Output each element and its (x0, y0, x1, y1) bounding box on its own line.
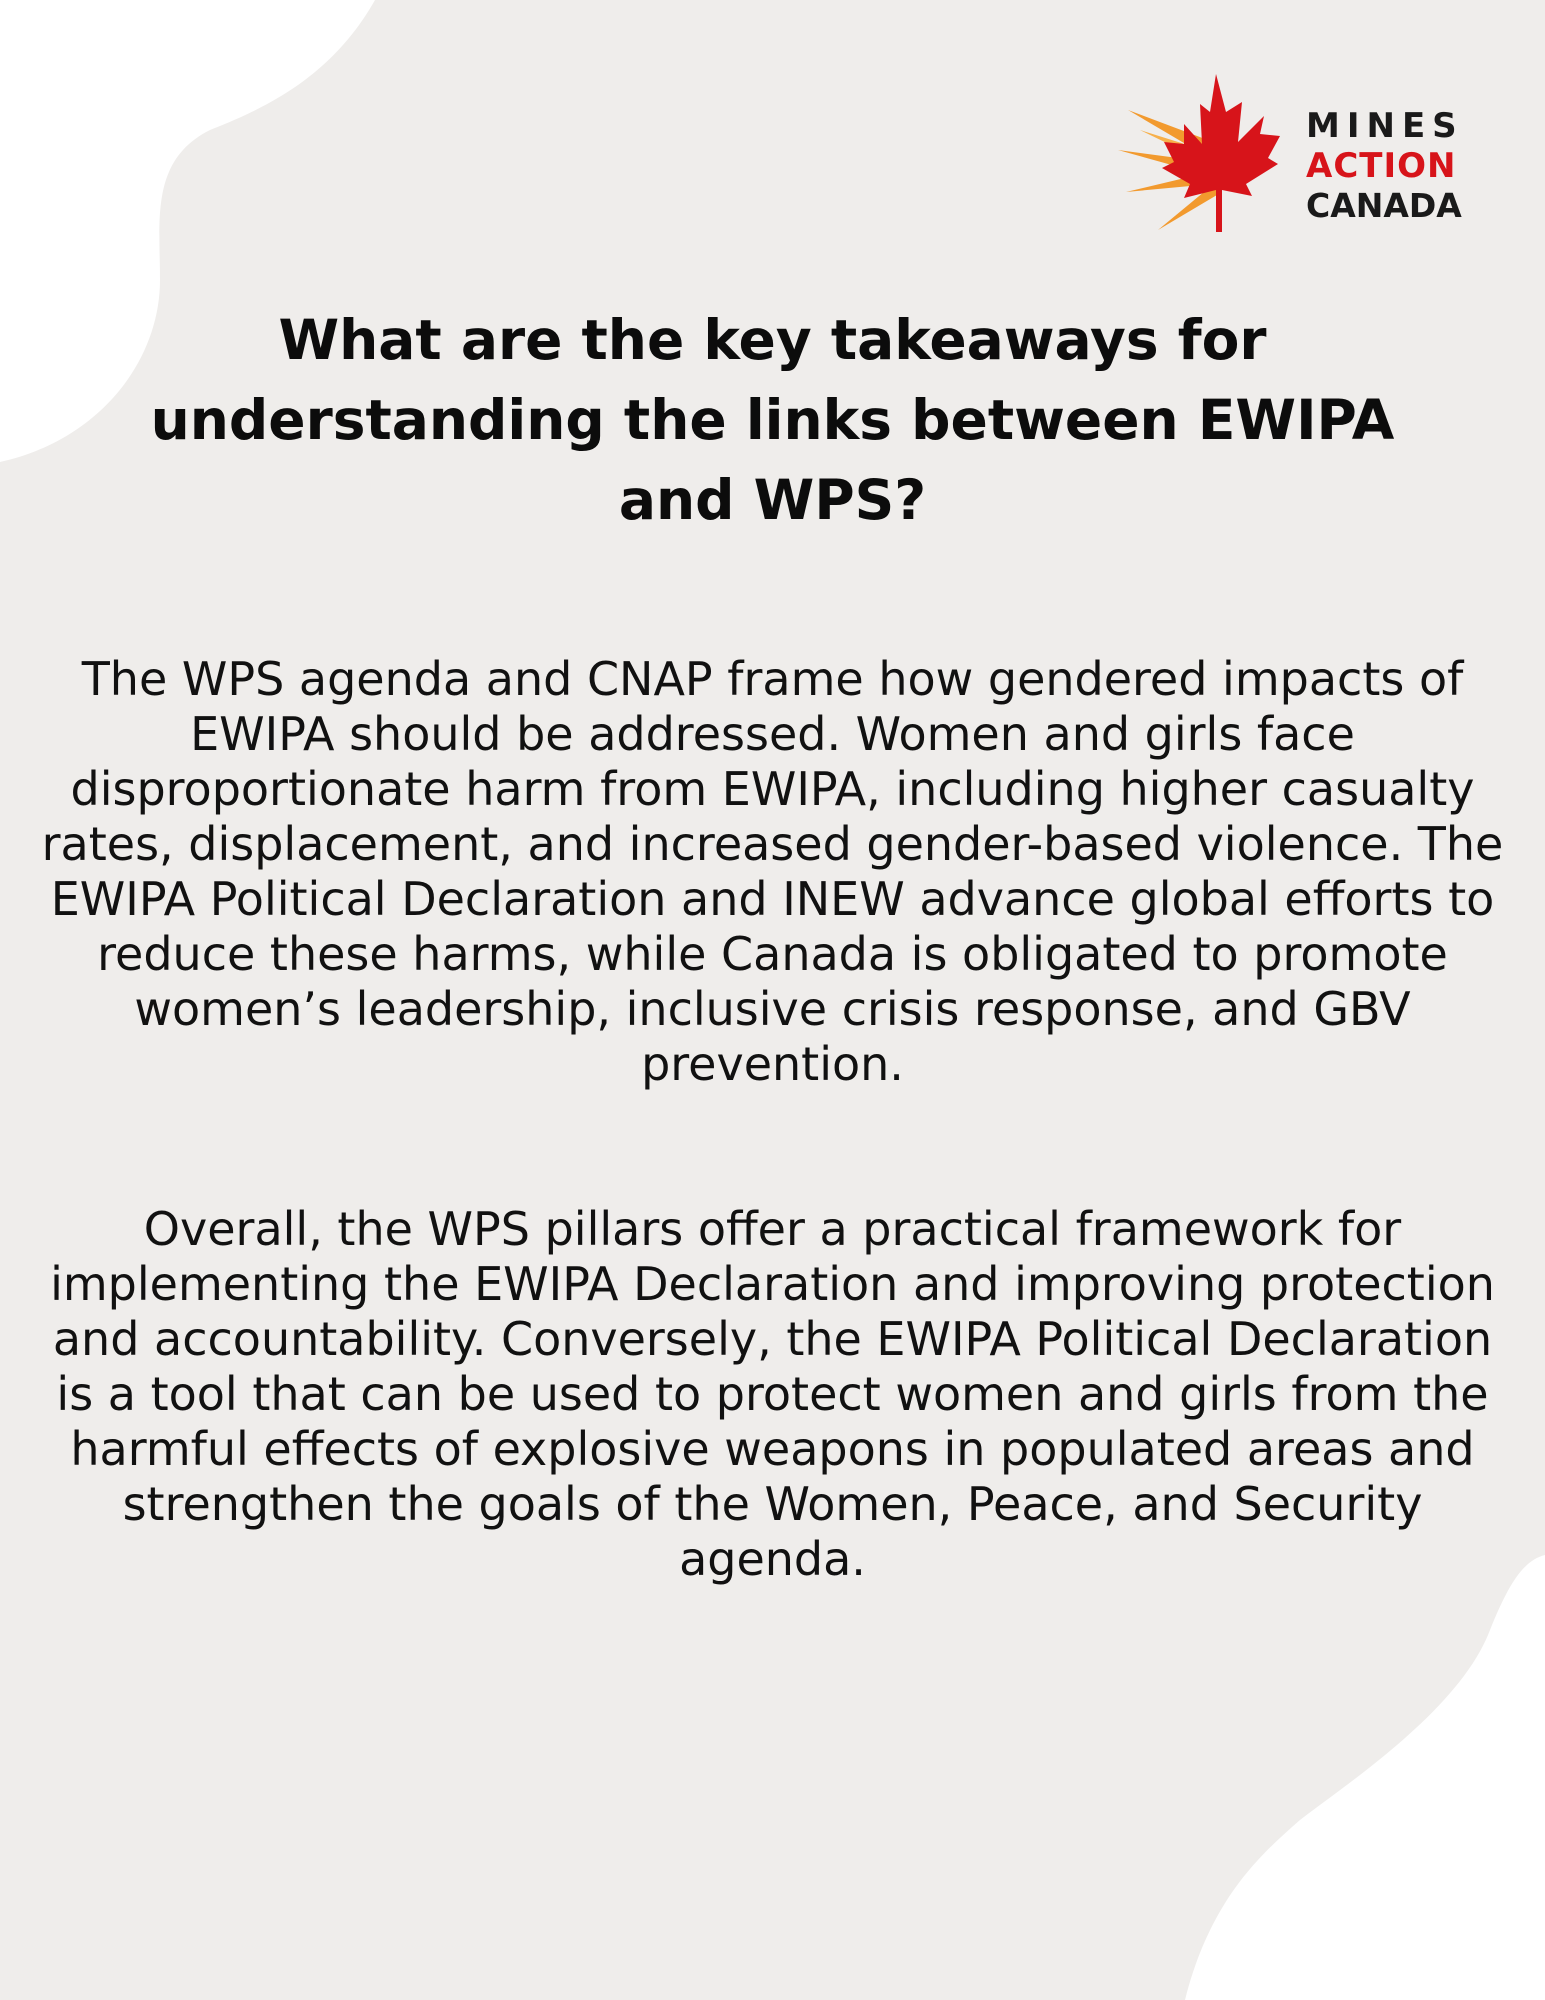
maple-leaf-icon (1118, 72, 1288, 237)
logo-wordmark (1306, 106, 1464, 226)
logo-text-canada: CANADA (1306, 186, 1462, 225)
logo-text-action: ACTION (1306, 146, 1457, 186)
logo-text-mines: MINES (1306, 106, 1464, 146)
body-paragraph-2: Overall, the WPS pillars offer a practical framework for implementing the EWIPA Declaration and improving protection and accountability. Conversely, the EWIPA Political Declaration is a tool that can be used to protect women and girls from the harmful effects of explosive weapons in populated areas and strengthen the goals of the Women, Peace, and Security agenda. (50, 1202, 1495, 1586)
mines-action-canada-logo (1118, 72, 1478, 237)
page-title: What are the key takeaways for understanding the links between EWIPA and WPS? (150, 308, 1395, 532)
body-paragraph-1: The WPS agenda and CNAP frame how gendered impacts of EWIPA should be addressed. Women and girls face disproportionate harm from EWIPA, including higher casualty rates, displacement, and increased gender-based violence. The EWIPA Political Declaration and INEW advance global efforts to reduce these harms, while Canada is obligated to promote women’s leadership, inclusive crisis response, and GBV prevention. (41, 652, 1504, 1091)
